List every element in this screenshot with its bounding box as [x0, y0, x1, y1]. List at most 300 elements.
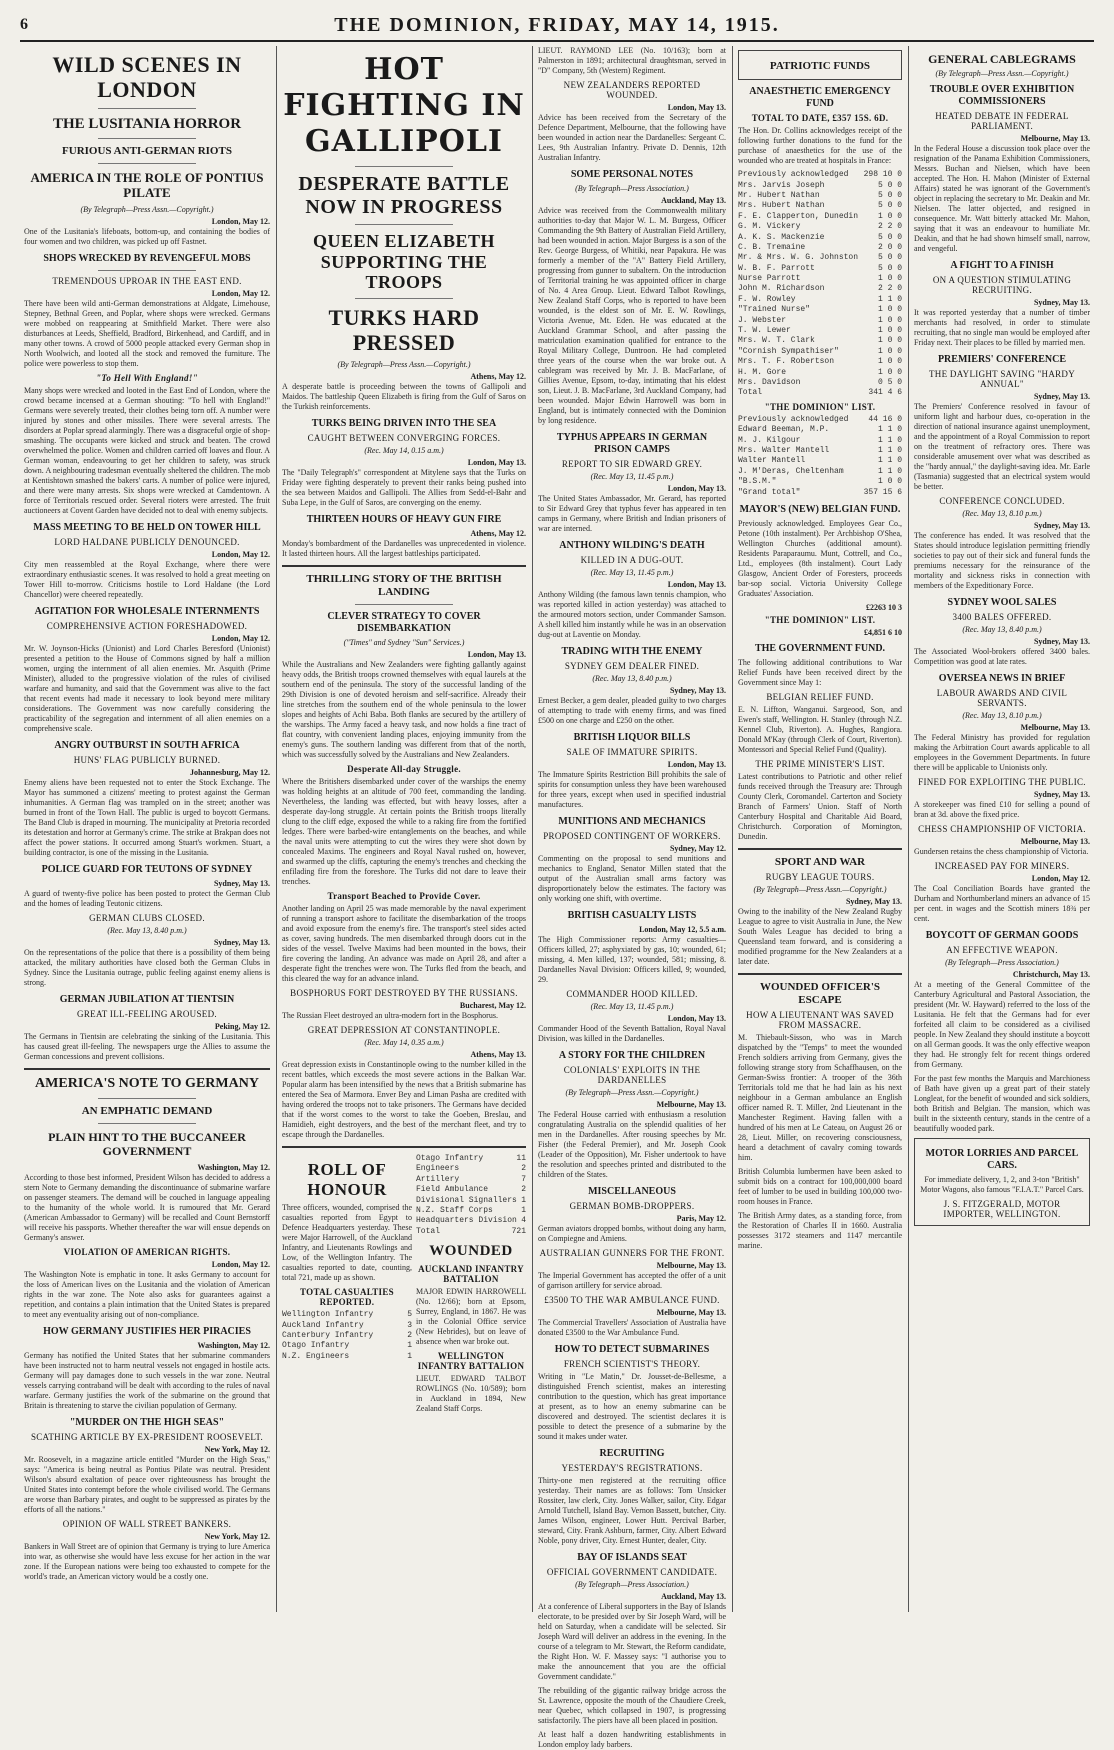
- list-item: [738, 201, 902, 211]
- byline: (By Telegraph—Press Assn.—Copyright.): [753, 885, 887, 895]
- article-text: LIEUT. RAYMOND LEE (No. 10/163); born at Palmerston in 1891; architectural draughtsman, served in "D" Company, 5th (Western) Regiment.: [538, 46, 726, 75]
- column-rule: [276, 46, 277, 1612]
- dateline: London, May 12.: [211, 549, 270, 559]
- list-item-name: Nurse Parrott: [738, 274, 801, 284]
- totals-heading: TOTAL CASUALTIES REPORTED.: [300, 1287, 394, 1308]
- dateline: Washington, May 12.: [197, 1340, 270, 1350]
- dateline: Sydney, May 13.: [1033, 392, 1090, 402]
- article-text: Enemy aliens have been requested not to enter the Stock Exchange. The Mayor has summoned a citizens' meeting to protest against the German inhumanities. A German flag was trampled on in the street; another was burned in front of the Town Hall. The public is urged to boycott Germans. The Band Club is draped in mourning. The municipality at Pretoria recorded its detestation and horror at Germany's crime. The strike at Brakpan does not affect the power stations. It occurred among Stuart's workmen. Stuart, a building contractor, is one of the missing in the Lusitania.: [24, 777, 270, 857]
- page-number: 6: [20, 16, 28, 33]
- section-subheading: AN EFFECTIVE WEAPON.: [946, 945, 1058, 956]
- article-text: The Hon. Dr. Collins acknowledges receipt of the following further donations to the fund for the purchase of anaesthetics for the use of the wounded who are treated at hospitals in France:: [738, 126, 902, 166]
- list-item: [738, 191, 902, 201]
- section-heading: A FIGHT TO A FINISH: [950, 260, 1054, 272]
- list-item-value: 341 4 6: [868, 388, 902, 398]
- byline: ("Times" and Sydney "Sun" Services.): [343, 638, 465, 648]
- list-item: [416, 1175, 526, 1185]
- section-subheading: TREMENDOUS UPROAR IN THE EAST END.: [52, 275, 242, 286]
- article-text: The Coal Conciliation Boards have granted the Durham and Northumberland miners an advance of 15 per cent. in wages and the Scottish miners 18¾ per cent.: [914, 884, 1090, 924]
- list-item-name: H. M. Gore: [738, 367, 787, 377]
- section-heading: WOUNDED OFFICER'S ESCAPE: [759, 981, 881, 1007]
- section-heading: ANTHONY WILDING'S DEATH: [559, 540, 705, 551]
- dateline: Melbourne, May 13.: [1020, 723, 1090, 733]
- list-item: [738, 378, 902, 388]
- list-item-value: 1 0 0: [877, 274, 902, 284]
- column-2: [278, 46, 530, 1612]
- byline: (By Telegraph—Press Assn.—Copyright.): [337, 359, 471, 369]
- section-heading: MISCELLANEOUS: [588, 1186, 676, 1197]
- received-time: (Rec. May 13, 8.10 p.m.): [962, 711, 1042, 721]
- advertisement-heading: MOTOR LORRIES AND PARCEL CARS.: [925, 1148, 1079, 1172]
- list-item-value: 2: [407, 1330, 412, 1340]
- received-time: (Rec. May 13, 8.40 p.m.): [107, 925, 187, 935]
- list-item-name: N.Z. Staff Corps: [416, 1205, 493, 1215]
- dateline: Melbourne, May 13.: [656, 1100, 726, 1109]
- dateline: Sydney, May 13.: [1033, 298, 1090, 308]
- list-item-name: Engineers: [416, 1164, 460, 1174]
- column-rule: [732, 46, 733, 1612]
- subhead-buccaneer: PLAIN HINT TO THE BUCCANEER GOVERNMENT: [48, 1129, 246, 1159]
- dateline: London, May 12.: [211, 288, 270, 298]
- byline: (By Telegraph—Press Association.): [575, 184, 689, 193]
- article-text: Anthony Wilding (the famous lawn tennis champion, who was reported killed in action yesterday) was attached to the armoured motors section, under Commander Samson. A shell killed him instantly while he was in an observation dug-out at Laventie on Monday.: [538, 590, 726, 639]
- subhead-desperate-battle: DESPERATE BATTLE NOW IN PROGRESS: [298, 173, 510, 218]
- article-text: Another landing on April 25 was made memorable by the naval experiment of running a transport ashore to facilitate the disembarkation of the troops and avoid exposure from the enemy's fire. The transport's steel sides acted as cover, saving hundreds. The men disembarked through doors cut in the sides of the vessel. Twelve Maxims had been mounted in the bows, their fire covering the landing. An advance was made on April 28, and after a desperate fight the trenches were won. The Turks fled from the beach, and this cleared the way for an advance inland.: [282, 904, 526, 984]
- section-subheading: HEATED DEBATE IN FEDERAL PARLIAMENT.: [935, 111, 1069, 132]
- section-heading: ANGRY OUTBURST IN SOUTH AFRICA: [54, 739, 240, 751]
- dateline: Washington, May 12.: [197, 1162, 270, 1172]
- received-time: (Rec. May 13, 11.45 p.m.): [590, 568, 674, 577]
- article-text: City men reassembled at the Royal Exchange, where there were extraordinary enthusiastic scenes. It was resolved to hold a great meeting on Tower Hill to-morrow. Criticisms hostile to Lord Haldane (the Lord Chancellor) were cheered repeatedly.: [24, 559, 270, 599]
- list-item-name: Mrs. Hubert Nathan: [738, 201, 825, 211]
- dateline: Auckland, May 13.: [661, 1592, 726, 1601]
- section-subheading: OFFICIAL GOVERNMENT CANDIDATE.: [546, 1567, 718, 1577]
- newspaper-title: THE DOMINION, FRIDAY, MAY 14, 1915.: [334, 14, 780, 36]
- article-text: According to those best informed, President Wilson has decided to address a stern Note to Germany demanding the discontinuance of submarine warfare on passenger steamers. The demand will be couched in language appealing to the humanity of the whole world. It is rumoured that Mr. Gerard (American Ambassador to Germany) will be recalled and Count Bernstorff will receive his passports. Whether thereafter the war will ensue depends on Germany's answer.: [24, 1172, 270, 1242]
- section-subheading: GERMAN BOMB-DROPPERS.: [569, 1201, 695, 1211]
- list-item-value: 1 0 0: [877, 305, 902, 315]
- section-subheading: NEW ZEALANDERS REPORTED WOUNDED.: [563, 80, 701, 100]
- section-heading: CLEVER STRATEGY TO COVER DISEMBARKATION: [327, 611, 481, 635]
- article-text: MAJOR EDWIN HARROWELL (No. 12/66); born at Epsom, Surrey, England, in 1867. He was in the Colonial Office service (New Hebrides), but on leave of absence when war broke out.: [416, 1287, 526, 1347]
- received-time: (Rec. May 14, 0.35 a.m.): [364, 1038, 444, 1048]
- dateline: Melbourne, May 13.: [1020, 134, 1090, 144]
- list-item-name: Otago Infantry: [282, 1341, 350, 1351]
- article-text: One of the Lusitania's lifeboats, bottom-up, and containing the bodies of four women and two children, was picked up off Fastnet.: [24, 226, 270, 246]
- section-subheading: GERMAN CLUBS CLOSED.: [89, 912, 205, 923]
- section-subheading: 3400 BALES OFFERED.: [952, 612, 1052, 623]
- article-text: On the representations of the police that there is a possibility of them being attacked, the military authorities have closed both the German Clubs in Sydney. Since the Lusitania outrage, public feeling against enemy aliens is strong.: [24, 947, 270, 987]
- list-item-name: Previously acknowledged: [738, 170, 849, 180]
- list-item-name: T. W. Lewer: [738, 326, 791, 336]
- list-item-value: 1: [521, 1195, 526, 1205]
- section-heading: HOW TO DETECT SUBMARINES: [554, 1344, 710, 1355]
- dateline: Athens, May 12.: [470, 371, 526, 381]
- dateline: London, May 13.: [667, 760, 726, 769]
- list-item-value: 5: [407, 1310, 412, 1320]
- article-text: Owing to the inability of the New Zealand Rugby League to agree to visit Australia in June, the New South Wales League has decided to bring a Queensland team forward, and is considering a modified programme for the New Zealanders at a later date.: [738, 907, 902, 967]
- list-item-name: John M. Richardson: [738, 284, 825, 294]
- list-item-value: 1 0 0: [877, 315, 902, 325]
- section-subheading: CAUGHT BETWEEN CONVERGING FORCES.: [307, 432, 501, 443]
- article-text: The rebuilding of the gigantic railway bridge across the St. Lawrence, opposite the mouth of the Chaudiere Creek, near Quebec, which collapsed in 1907, is progressing satisfactorily. The piers have all been placed in position.: [538, 1686, 726, 1725]
- section-heading: MAYOR'S (NEW) BELGIAN FUND.: [739, 503, 901, 515]
- column-3: [534, 46, 730, 1749]
- headline-hot-fighting: HOT FIGHTING IN GALLIPOLI: [283, 52, 525, 159]
- list-item-value: 2 2 0: [877, 284, 902, 294]
- list-item-value: 2 2 0: [877, 222, 902, 232]
- subhead-queen-elizabeth: QUEEN ELIZABETH SUPPORTING THE TROOPS: [312, 231, 496, 293]
- list-item-value: 1 1 0: [877, 435, 902, 445]
- advertisement-name: J. S. FITZGERALD, MOTOR IMPORTER, WELLINGTON.: [943, 1199, 1061, 1220]
- article-text: E. N. Liffton, Wanganui. Sargeood, Son, and Ewen's staff, Wellington. H. Stanley (through N.Z. Kennel Club, Riverton). A. Hughes, Rangiora. Donald M'Kay (through Clerk of Court, Riverton). Montessori and Special Relief Fund (Quality).: [738, 704, 902, 754]
- list-item: [738, 253, 902, 263]
- list-item: [416, 1185, 526, 1195]
- list-item: [416, 1164, 526, 1174]
- section-heading: TURKS BEING DRIVEN INTO THE SEA: [311, 417, 497, 429]
- column-4: [734, 46, 906, 1612]
- list-item: [282, 1310, 412, 1320]
- list-item: [738, 305, 902, 315]
- list-item-value: 721: [511, 1226, 526, 1236]
- article-text: At a conference of Liberal supporters in the Bay of Islands electorate, to be presided over by Sir Joseph Ward, will be held on Saturday, when a candidate will be selected. Sir Joseph Ward will deliver an address in the evening. In the course of a telegram to Mr. Stewart, the Reform candidate, the Right Hon. W. F. Massey says: "I authorise you to make the announcement that you are the official Government candidate.": [538, 1602, 726, 1681]
- list-item: [738, 388, 902, 398]
- section-heading: THIRTEEN HOURS OF HEAVY GUN FIRE: [306, 513, 502, 525]
- patriotic-funds-box: [738, 50, 902, 80]
- section-subheading: FINED FOR EXPLOITING THE PUBLIC.: [918, 777, 1086, 788]
- subhead-pontius-pilate: AMERICA IN THE ROLE OF PONTIUS PILATE: [30, 169, 264, 201]
- list-item: [738, 425, 902, 435]
- article-text: The Federal House carried with enthusiasm a resolution congratulating Australia on the splendid qualities of her men in the Dardanelles. After rousing speeches by Mr. Fisher (the Federal Premier), and Mr. Joseph Cook (Leader of the Opposition), Mr. Fisher undertook to have the resolution and speeches printed and distributed to the children of the States.: [538, 1110, 726, 1179]
- list-item-value: 357 15 6: [863, 487, 902, 497]
- section-heading: ANAESTHETIC EMERGENCY FUND: [749, 86, 891, 110]
- list-item-name: Walter Mantell: [738, 456, 806, 466]
- article-text: The Russian Fleet destroyed an ultra-modern fort in the Bosphorus.: [282, 1011, 498, 1021]
- list-item-name: "Grand total": [738, 487, 801, 497]
- list-item: [738, 336, 902, 346]
- column-5: [910, 46, 1094, 1612]
- list-item-value: 1 0 0: [877, 211, 902, 221]
- section-subheading: SALE OF IMMATURE SPIRITS.: [566, 747, 698, 757]
- list-item: [738, 170, 902, 180]
- list-item-value: 1: [407, 1351, 412, 1361]
- column-rule: [908, 46, 909, 1612]
- list-item-value: 2: [521, 1164, 526, 1174]
- subhead-lusitania: THE LUSITANIA HORROR: [52, 115, 242, 132]
- section-subheading: "To Hell With England!": [96, 372, 198, 383]
- list-item: [738, 233, 902, 243]
- section-subheading: "THE DOMINION" LIST.: [764, 401, 876, 412]
- list-item: [282, 1321, 412, 1331]
- section-heading: OVERSEA NEWS IN BRIEF: [938, 673, 1066, 685]
- section-heading: GENERAL CABLEGRAMS: [928, 52, 1076, 66]
- section-subheading: WELLINGTON INFANTRY BATTALION: [417, 1351, 525, 1372]
- dateline: London, May 13.: [667, 103, 726, 112]
- subhead-emphatic: AN EMPHATIC DEMAND: [81, 1104, 213, 1117]
- section-subheading: REPORT TO SIR EDWARD GREY.: [561, 459, 703, 469]
- article-text: At least half a dozen handwriting establishments in London employ lady barbers.: [538, 1730, 726, 1749]
- section-heading: SPORT AND WAR: [774, 855, 866, 868]
- list-item-value: 1 0 0: [877, 336, 902, 346]
- article-text: Mr. W. Joynson-Hicks (Unionist) and Lord Charles Beresford (Unionist) presented a petition to the House of Commons signed by half a million women, urging the internment of all alien enemies. Mr. Asquith (Prime Minister), alluded to the progressive violation of the rules of civilised warfare and humanity, and said that the Government was alive to the fact that recent events had made it necessary to look beyond mere military considerations. The Government was now carefully considering the practicability of the segregation and internment of all alien enemies on a comprehensive scale.: [24, 643, 270, 733]
- section-subheading: SCATHING ARTICLE BY EX-PRESIDENT ROOSEVELT.: [30, 1431, 264, 1442]
- dateline: Sydney, May 13.: [1033, 521, 1090, 531]
- list-item: [416, 1154, 526, 1164]
- received-time: (Rec. May 14, 0.15 a.m.): [364, 445, 444, 455]
- section-subheading: £3500 TO THE WAR AMBULANCE FUND.: [544, 1295, 720, 1305]
- list-item-value: 2: [521, 1185, 526, 1195]
- list-item: [738, 243, 902, 253]
- article-text: Advice was received from the Commonwealth military authorities to-day that Major W. L. M. Burgess, Officer Commanding the 9th Battery of Australian Field Artillery, had been wounded in action. Major Burgess is a son of the Rev. George Burgess, of Whitiki, near Papakura. He was formerly a member of the "A" Battery Field Artillery, progressing from gunner to subaltern. On the introduction of Territorial training he was appointed officer in charge of No. 4 Area Group. Lieut. Edward Talbot Rowlings, New Zealand Staff Corps, who is reported to have been wounded, is the eldest son of Mr. E. W. Rowlings, Victoria Avenue, Mt. Eden. He was educated at the Auckland Grammar School, and after passing the matriculation examination qualified for entrance to the Royal Military College, Duntroon. He had completed three years of the course when the war broke out. A cablegram was received by Mr. J. B. MacFarlane, of Gillies Avenue, Epsom, to-day, intimating that his eldest son, Lieut. J. B. MacFarlane, 3rd Auckland Company, had been wounded. Major Edwin Harrowell was born in England, but is intimately connected with the Dominion by long residence.: [538, 206, 726, 425]
- dateline: London, May 12.: [1031, 874, 1090, 884]
- list-item-value: 0 5 0: [877, 378, 902, 387]
- section-subheading: AUCKLAND INFANTRY BATTALION: [418, 1264, 524, 1285]
- article-text: German aviators dropped bombs, without doing any harm, on Compiegne and Amiens.: [538, 1224, 726, 1243]
- dateline: Sydney, May 13.: [845, 897, 902, 907]
- article-text: M. Thiebault-Sisson, who was in March dispatched by the "Temps" to meet the wounded French soldiers arriving from Germany, gives the following strange story from Schaffhausen, on the German-Swiss frontier: A trooper of the 36th Territorials told me that he had lain as his next neighbour in a German ambulance an English officer named R. T. Miller, 2nd Lieutenant in the Manchester Regiment. Having fallen with a hundred of his men at Le Cateau, on August 26 or 28, Lieut. Miller, on recovering consciousness, heard a detachment of cavalry coming towards him.: [738, 1033, 902, 1163]
- list-item-name: A. K. S. Mackenzie: [738, 232, 825, 242]
- article-text: Many shops were wrecked and looted in the East End of London, where the crowd became incensed at a German shouting: "To hell with England!" Germans were severely treated, their clothes being torn off. A number were injured by stones and other missiles. There were several arrests. The disorders at Poplar spread alarmingly. There was a disgraceful orgie of shop-smashing. The occupants were kicked and struck and beaten. The crowd overwhelmed the police. Women and children carried off loaves and flour. A German woman, endeavouring to get her children to safety, was struck down. A neighbouring tradesman eventually sheltered the children. The mob at Kentishtown smashed the bakers' carts. A number of police were injured, and there were many arrests. Six shops were wrecked at Camdentown. A force of Territorials rescued order. Several rioters were arrested. The fruit auctioneers at Covent Garden have decided not to deal with enemy subjects.: [24, 385, 270, 515]
- list-item: [416, 1216, 526, 1226]
- article-text: Latest contributions to Patriotic and other relief funds received through the Treasury are: Through County Clerk, Coromandel. Carterton and Society Branch of Farmers' Union. Staff of North Canterbury Hospital and Charitable Aid Board, Christchurch. Corporation of Mornington, Dunedin.: [738, 771, 902, 841]
- list-item-name: W. B. F. Parrott: [738, 263, 815, 273]
- dateline: Sydney, May 13.: [669, 686, 726, 695]
- list-item-value: 1: [407, 1341, 412, 1351]
- article-text: For the past few months the Marquis and Marchioness of Bath have given up a great part of their stately Longleat, for the benefit of wounded and sick soldiers, both British and Belgian. The mansion, which was built in the sixteenth century, stands in the centre of a beautifully wooded park.: [914, 1074, 1090, 1134]
- article-text: A guard of twenty-five police has been posted to protect the German Club and the homes of leading Teutonic citizens.: [24, 888, 270, 908]
- list-item-name: Previously acknowledged: [738, 414, 849, 424]
- dateline: London, May 13.: [667, 484, 726, 493]
- list-item-name: Mrs. W. T. Clark: [738, 336, 815, 346]
- section-heading: THRILLING STORY OF THE BRITISH LANDING: [306, 572, 502, 598]
- section-heading: MUNITIONS AND MECHANICS: [558, 816, 706, 827]
- article-text: In the Federal House a discussion took place over the resignation of the Panama Exhibition Commissioners, Messrs. Buchan and Nielsen, which have been accepted. The Hon. H. Mahon (Minister of External Affairs) stated he was ignorant of the Government's object in replacing the secretary to Mr. Deakin and Mr. Nielsen. The latter objected, and resigned in consequence. Mr. Watt bitterly attacked Mr. Mahon, saying that it was an endeavour to humiliate Mr. Deakin, and that he had shown himself small, narrow, and vengeful.: [914, 144, 1090, 254]
- fund-list: [738, 415, 902, 498]
- section-heading: RECRUITING: [599, 1448, 665, 1459]
- list-item: [416, 1196, 526, 1206]
- section-heading: SYDNEY WOOL SALES: [947, 597, 1057, 609]
- byline: (By Telegraph—Press Assn.—Copyright.): [935, 69, 1069, 79]
- list-item-name: Mrs. Walter Mantell: [738, 445, 830, 455]
- article-text: Bankers in Wall Street are of opinion that Germany is trying to lure America into war, as otherwise she would have less excuse for her action in the war zone. If the European nations were being too exhausted to compete for the world's trade, an American victory would be a costly one.: [24, 1541, 270, 1581]
- totals-list: [282, 1310, 412, 1362]
- list-item: [738, 284, 902, 294]
- section-subheading: GREAT ILL-FEELING AROUSED.: [77, 1008, 217, 1019]
- list-item: [282, 1352, 412, 1362]
- section-subheading: CHESS CHAMPIONSHIP OF VICTORIA.: [918, 824, 1086, 835]
- list-item-value: 7: [521, 1174, 526, 1184]
- list-item: [738, 181, 902, 191]
- list-item-value: 5 0 0: [877, 232, 902, 242]
- section-heading: POLICE GUARD FOR TEUTONS OF SYDNEY: [41, 863, 253, 875]
- section-heading: PREMIERS' CONFERENCE: [937, 354, 1067, 366]
- dateline: Christchurch, May 13.: [1012, 970, 1090, 980]
- fund-total: TOTAL TO DATE, £357 15S. 6D.: [751, 113, 889, 124]
- section-subheading: YESTERDAY'S REGISTRATIONS.: [561, 1463, 703, 1473]
- section-subheading: SYDNEY GEM DEALER FINED.: [564, 661, 700, 671]
- dateline: London, May 12, 5.5 a.m.: [639, 925, 726, 934]
- dateline: Bucharest, May 12.: [459, 1001, 526, 1011]
- dateline: London, May 12.: [211, 1259, 270, 1269]
- list-item: [738, 446, 902, 456]
- article-text: Commenting on the proposal to send munitions and mechanics to England, Senator Millen stated that the output of the Australian small arms factory was disproportionately below the estimates. The factory was only working one shift, with overtime.: [538, 854, 726, 903]
- list-item-name: Headquarters Division: [416, 1216, 517, 1226]
- article-text: Thirty-one men registered at the recruiting office yesterday. Their names are as follows: Tom Unsicker Rossiter, law clerk, City. Jones Walker, sailor, City. Edgar Arnold Tutchell, Island Bay. Vernon Bassett, butcher, City. James Wilson, engineer, Lower Hutt. Percival Barber, steward, City. Frank Ashburn, farmer, City. Albert Edward Noble, pony driver, City. Ernest Hunter, dealer, City.: [538, 1476, 726, 1545]
- list-item-name: "Cornish Sympathiser": [738, 346, 839, 356]
- list-item: [738, 295, 902, 305]
- list-item: [282, 1341, 412, 1351]
- article-text: Advice has been received from the Secretary of the Defence Department, Melbourne, that the following have been wounded in action near the Dardanelles: Sergeant C. Lees, 9th Australian Infantry. Private D. Dennis, 12th Australian Infantry.: [538, 113, 726, 162]
- dateline: London, May 12.: [211, 216, 270, 226]
- subhead-riots: FURIOUS ANTI-GERMAN RIOTS: [62, 144, 232, 157]
- list-item-value: 5 0 0: [877, 263, 902, 273]
- list-item-name: M. J. Kilgour: [738, 435, 801, 445]
- section-subheading: "THE DOMINION" LIST.: [764, 614, 876, 625]
- section-heading: BRITISH LIQUOR BILLS: [573, 732, 691, 743]
- dateline: London, May 12.: [211, 633, 270, 643]
- article-text: Mr. Roosevelt, in a magazine article entitled "Murder on the High Seas," says: "America is being neutral as Pontius Pilate was neutral. President Wilson's absurd exaltation of peace over righteousness has brought the United States into contempt before the whole civilised world. The Germans are worse than Barbary pirates, and ought to be suppressed as pirates by the efforts of all the nations.": [24, 1454, 270, 1514]
- section-subheading: CONFERENCE CONCLUDED.: [939, 496, 1065, 507]
- article-text: Three officers, wounded, comprised the casualties reported from Egypt to Defence Headquarters yesterday. These were Major Harrowell, of the Auckland Infantry, and Lieutenants Rowlings and Low, of the Wellington Infantry. The casualties reported to date, counting, total 721, made up as shown.: [282, 1203, 412, 1283]
- roll-table: [416, 1154, 526, 1237]
- byline: (By Telegraph—Press Association.): [945, 958, 1059, 968]
- dateline: Sydney, May 13.: [1033, 637, 1090, 647]
- list-item: [738, 316, 902, 326]
- section-subheading: BELGIAN RELIEF FUND.: [766, 691, 874, 702]
- list-item-value: 11: [516, 1154, 526, 1164]
- list-item-value: 1 1 0: [877, 466, 902, 476]
- advertisement-text: For immediate delivery, 1, 2, and 3-ton "British" Motor Wagons, also famous "F.I.A.T." Parcel Cars.: [920, 1175, 1084, 1195]
- section-heading: HOW GERMANY JUSTIFIES HER PIRACIES: [43, 1325, 251, 1337]
- article-text: The "Daily Telegraph's" correspondent at Mitylene says that the Turks on Friday were fighting desperately to prevent their ranks being pushed into the sea between Maidos and Gallipoli. The Allies from Sedd-el-Bahr and Suba Lepe, in the Gulf of Saros, are converging on the enemy.: [282, 467, 526, 507]
- section-subheading: ON A QUESTION STIMULATING RECRUITING.: [932, 275, 1072, 296]
- received-time: (Rec. May 13, 8.10 p.m.): [962, 509, 1042, 519]
- list-item-name: Canterbury Infantry: [282, 1330, 374, 1340]
- section-subheading: Desperate All-day Struggle.: [347, 764, 461, 775]
- masthead: [20, 12, 1094, 42]
- article-text: A desperate battle is proceeding between the towns of Gallipoli and Maidos. The battleship Queen Elizabeth is firing from the Gulf of Saros on the Turkish reinforcements.: [282, 381, 526, 411]
- list-item: [738, 368, 902, 378]
- list-item: [738, 357, 902, 367]
- section-subheading: LABOUR AWARDS AND CIVIL SERVANTS.: [936, 688, 1068, 709]
- fund-list: [738, 170, 902, 399]
- list-item: [416, 1227, 526, 1237]
- dateline: Sydney, May 13.: [213, 878, 270, 888]
- byline: (By Telegraph—Press Association.): [575, 1580, 689, 1589]
- list-item-name: Edward Beeman, M.P.: [738, 425, 830, 435]
- list-item-value: 1 1 0: [877, 425, 902, 435]
- list-item: [738, 415, 902, 425]
- fund-total: £2263 10 3: [866, 602, 902, 612]
- list-item-name: N.Z. Engineers: [282, 1351, 350, 1361]
- section-subheading: COLONIALS' EXPLOITS IN THE DARDANELLES: [563, 1065, 701, 1085]
- section-heading: TYPHUS APPEARS IN GERMAN PRISON CAMPS: [556, 432, 708, 455]
- column-1: [20, 46, 274, 1612]
- list-item-name: Artillery: [416, 1174, 460, 1184]
- section-subheading: THE DAYLIGHT SAVING "HARDY ANNUAL": [928, 369, 1076, 390]
- list-item-name: J. Webster: [738, 315, 787, 325]
- section-heading: A STORY FOR THE CHILDREN: [558, 1050, 706, 1061]
- section-subheading: THE PRIME MINISTER'S LIST.: [755, 758, 885, 769]
- page-columns: [20, 46, 1094, 1749]
- article-text: British Columbia lumbermen have been asked to submit bids on a contract for 100,000,000 board feet of lumber to be used in building 100,000 two-room houses in France.: [738, 1167, 902, 1207]
- list-item-value: 5 0 0: [877, 201, 902, 211]
- list-item-value: 1 1 0: [877, 294, 902, 304]
- list-item-value: 44 16 0: [868, 414, 902, 424]
- article-text: The Associated Wool-brokers offered 3400 bales. Competition was good at late rates.: [914, 647, 1090, 667]
- list-item-name: F. E. Clapperton, Dunedin: [738, 211, 859, 221]
- list-item-name: Field Ambulance: [416, 1185, 489, 1195]
- article-text: It was reported yesterday that a number of timber merchants had resolved, in order to stimulate recruiting, that no single man would be employed after Friday next. Their places to be filled by married men.: [914, 308, 1090, 348]
- list-item-value: 3: [407, 1320, 412, 1330]
- list-item: [738, 347, 902, 357]
- roll-of-honour-section: [282, 1154, 526, 1418]
- section-subheading: GREAT DEPRESSION AT CONSTANTINOPLE.: [307, 1025, 501, 1036]
- dateline: Auckland, May 13.: [661, 196, 726, 205]
- list-item-name: Divisional Signallers: [416, 1195, 517, 1205]
- received-time: (Rec. May 13, 11.45 p.m.): [590, 472, 674, 481]
- list-item-value: 1 0 0: [877, 326, 902, 336]
- article-text: LIEUT. EDWARD TALBOT ROWLINGS (No. 10/589); born in Auckland in 1894, New Zealand Staff Corps.: [416, 1374, 526, 1414]
- column-rule: [532, 46, 533, 1612]
- dateline: Athens, May 12.: [470, 528, 526, 538]
- subhead-turks-pressed: TURKS HARD PRESSED: [328, 305, 480, 356]
- list-item-name: Mrs. Davidson: [738, 378, 801, 387]
- list-item: [416, 1206, 526, 1216]
- dateline: Sydney, May 13.: [213, 937, 270, 947]
- section-heading: SOME PERSONAL NOTES: [570, 169, 694, 180]
- byline: (By Telegraph—Press Assn.—Copyright.): [565, 1088, 699, 1097]
- list-item-value: 2 0 0: [877, 242, 902, 252]
- list-item-value: 1 0 0: [877, 367, 902, 377]
- section-subheading: COMPREHENSIVE ACTION FORESHADOWED.: [46, 620, 248, 631]
- section-subheading: COMMANDER HOOD KILLED.: [566, 989, 698, 999]
- list-item-name: Mr. Hubert Nathan: [738, 190, 820, 200]
- section-subheading: OPINION OF WALL STREET BANKERS.: [62, 1518, 232, 1529]
- dateline: Melbourne, May 13.: [656, 1261, 726, 1270]
- section-heading: PATRIOTIC FUNDS: [769, 60, 871, 72]
- list-item: [738, 456, 902, 466]
- list-item: [738, 274, 902, 284]
- section-subheading: LORD HALDANE PUBLICLY DENOUNCED.: [54, 536, 240, 547]
- section-subheading: HOW A LIEUTENANT WAS SAVED FROM MASSACRE.: [746, 1010, 894, 1031]
- section-heading: SHOPS WRECKED BY REVENGEFUL MOBS: [43, 252, 251, 264]
- article-text: Great depression exists in Constantinople owing to the number killed in the recent battles, which exceeds the most severe actions in the Balkan War. Popular alarm has been intensified by the news that a British submarine has entered the Sea of Marmora. Enver Bey and Liman Pasha are credited with having ordered the troops not to take prisoners. The Germans have decided that if the worst comes to the worst to take the Goeben, Breslau, and Hamidieh, eight destroyers, and the best of the merchant fleet, and try to escape through the Dardanelles.: [282, 1060, 526, 1140]
- received-time: (Rec. May 13, 8.40 p.m.): [592, 674, 672, 683]
- list-item: [738, 436, 902, 446]
- article-text: A storekeeper was fined £10 for selling a pound of bran at 3d. above the fixed price.: [914, 800, 1090, 820]
- list-item-name: Mr. & Mrs. W. G. Johnston: [738, 253, 859, 263]
- list-item-value: 1 1 0: [877, 456, 902, 466]
- section-subheading: HUNS' FLAG PUBLICLY BURNED.: [73, 754, 221, 765]
- list-item-value: 298 10 0: [863, 170, 902, 180]
- section-subheading: AUSTRALIAN GUNNERS FOR THE FRONT.: [539, 1248, 725, 1258]
- headline-wild-scenes: WILD SCENES IN LONDON: [52, 52, 242, 103]
- list-item-name: G. M. Vickery: [738, 222, 801, 232]
- article-text: The Commercial Travellers' Association of Australia have donated £3500 to the War Ambulance Fund.: [538, 1318, 726, 1337]
- list-item-name: Mrs. Jarvis Joseph: [738, 180, 825, 190]
- section-subheading: INCREASED PAY FOR MINERS.: [934, 861, 1070, 872]
- article-text: The following additional contributions to War Relief Funds have been received direct by the Government since May 1:: [738, 657, 902, 687]
- section-heading: GERMAN JUBILATION AT TIENTSIN: [59, 993, 235, 1005]
- list-item: [738, 467, 902, 477]
- list-item: [738, 264, 902, 274]
- article-text: Writing in "Le Matin," Dr. Jousset-de-Bellesme, a distinguished French scientist, makes an interesting contribution to the question, which has great importance at present, as to how an enemy submarine can be discovered and destroyed. The scientist declares it is possible to detect the presence of a submarine by the sound it makes under water.: [538, 1372, 726, 1441]
- dateline: New York, May 12.: [204, 1444, 270, 1454]
- article-text: Previously acknowledged. Employees Gear Co., Petone (10th instalment). Per Archbishop O'Shea, Wellington Churches (additional amount). Residents Paraparaumu. Munt, Cottrell, and Co., Ltd., employees (8th instalment). Court Lady Glasgow, Ancient Order of Foresters, proceeds bar-sop social. Victoria University College Graduates' Association.: [738, 518, 902, 598]
- article-text: The Washington Note is emphatic in tone. It asks Germany to account for the loss of American lives on the Lusitania and the violation of American rights in the war zone. The Note also asks for guarantees against a repetition, and contains a plain intimation that the United States is prepared to meet any eventuality arising out of non-compliance.: [24, 1269, 270, 1319]
- article-text: Commander Hood of the Seventh Battalion, Royal Naval Division, was killed in the Dardanelles.: [538, 1024, 726, 1043]
